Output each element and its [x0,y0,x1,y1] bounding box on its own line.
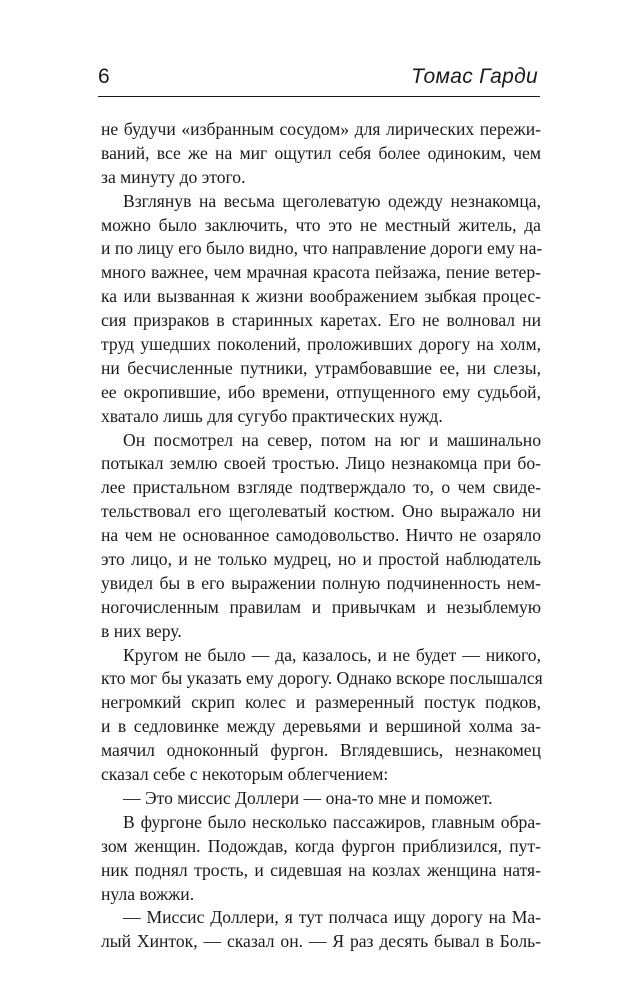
text-line: негромкий скрип колес и размеренный постук подков, [101,692,541,713]
text-line: ее окропившие, ибо времени, отпущенного ему судьбой, [101,381,541,402]
text-line: и в седловинке между деревьями и вершиной холма за- [101,716,541,737]
text-line: — Это миссис Доллери — она-то мне и поможет. [123,787,493,808]
text-line: кто мог бы указать ему дорогу. Однако вскоре послышался [101,668,543,689]
header-rule [98,96,540,97]
text-line: сказал себе с некоторым облегчением: [101,764,389,785]
text-line: ни бесчисленные путники, утрамбовавшие ее, ни слезы, [101,357,541,378]
text-line: лее пристальном взгляде подтверждало то, о чем свиде- [101,477,541,498]
paragraph-7 [101,906,541,954]
paragraph-2 [101,190,541,429]
text-line: это лицо, и не только мудрец, но и простой наблюдатель [101,549,541,570]
text-line: не будучи «избранным сосудом» для лирических пережи- [101,119,541,139]
body-text [101,118,541,954]
text-line: Кругом не было — да, казалось, и не будет — никого, [123,644,541,665]
paragraph-4 [101,644,541,787]
text-line: можно было заключить, что это не местный житель, да [101,214,541,235]
text-line: — Миссис Доллери, я тут полчаса ищу дорогу на Ма- [123,907,541,928]
running-title: Томас Гарди [411,65,538,88]
paragraph-6 [101,811,541,907]
text-line: зом женщин. Подождав, когда фургон приблизился, пут- [101,835,541,856]
text-line: нула вожжи. [101,883,195,904]
paragraph-1 [101,118,541,190]
text-line: труд ушедших поколений, проложивших дорогу на холм, [101,334,541,355]
text-line: на чем не основанное самодовольство. Ничто не озаряло [101,525,541,546]
text-line: лый Хинток, — сказал он. — Я раз десять бывал в Боль- [101,931,541,952]
text-line: увидел бы в его выражении полную подчиненность нем- [101,572,541,593]
running-head [98,64,538,94]
text-line: в них веру. [101,620,182,641]
text-line: ник поднял трость, и сидевшая на козлах женщина натя- [101,859,541,880]
text-line: В фургоне было несколько пассажиров, главным обра- [123,811,541,832]
text-line: Взглянув на весьма щеголеватую одежду незнакомца, [123,190,541,211]
text-line: за минуту до этого. [101,166,246,187]
text-line: потыкал землю своей тростью. Лицо незнакомца при бо- [101,453,541,474]
text-line: хватало лишь для сугубо практических нужд. [101,405,443,426]
text-line: тельствовал его щеголеватый костюм. Оно выражало ни [101,501,541,522]
text-line: много важнее, чем мрачная красота пейзажа, пение ветер- [101,262,541,283]
text-line: ка или вызванная к жизни воображением зыбкая процес- [101,286,541,307]
text-line: и по лицу его было видно, что направление дороги ему на- [101,238,543,259]
page-number: 6 [98,65,110,88]
text-line: ногочисленным правилам и привычкам и незыблемую [101,596,541,617]
text-line: Он посмотрел на север, потом на юг и машинально [123,429,541,450]
paragraph-3 [101,429,541,644]
text-line: маячил одноконный фургон. Вглядевшись, незнакомец [101,740,541,761]
text-line: сия призраков в старинных каретах. Его не волновал ни [101,310,541,331]
paragraph-5 [101,787,541,811]
text-line: ваний, все же на миг ощутил себя более одиноким, чем [101,142,541,163]
